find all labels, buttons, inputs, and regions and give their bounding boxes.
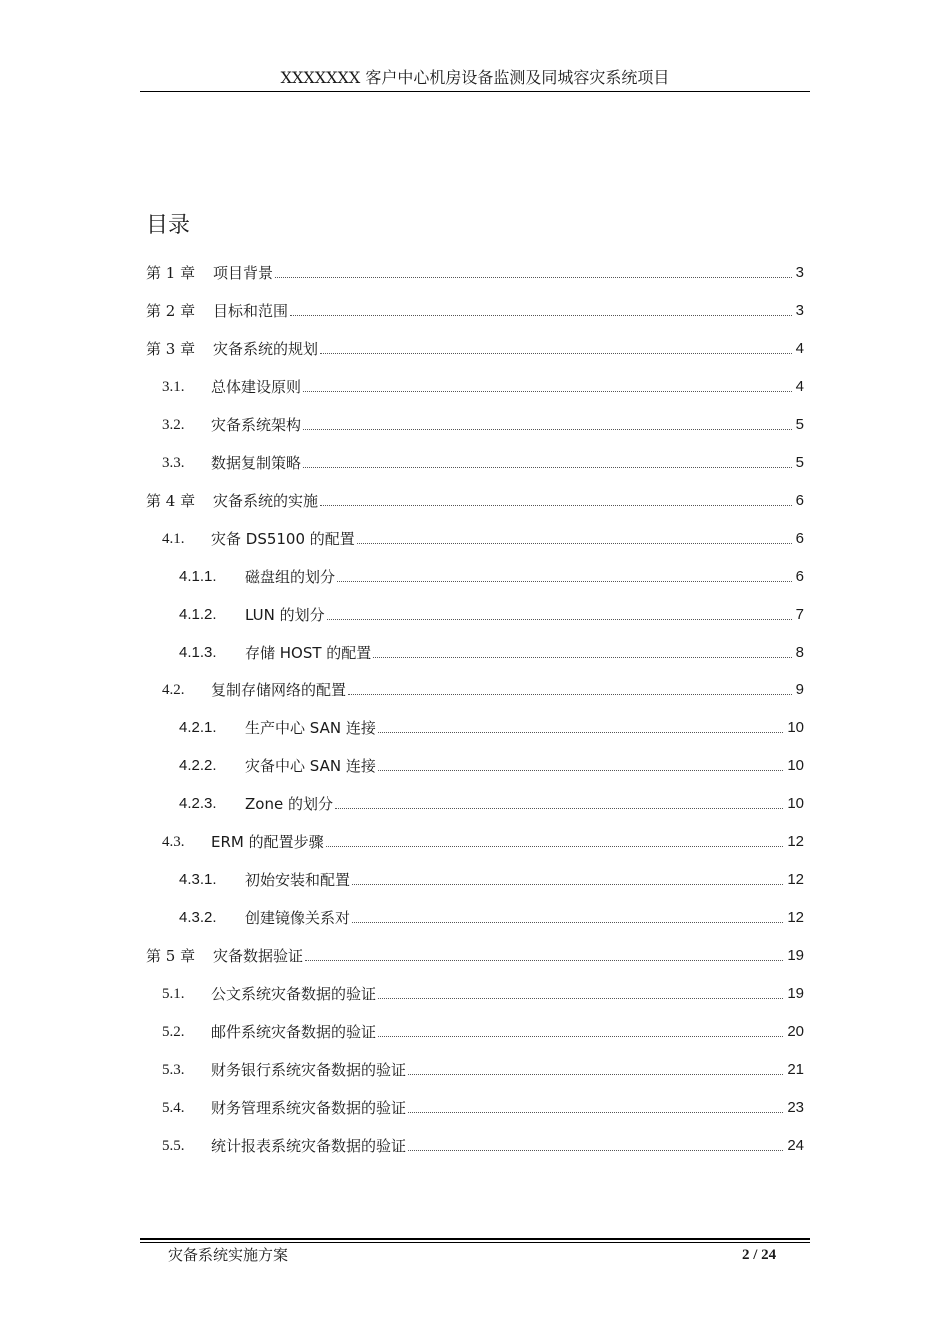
toc-dot-leader xyxy=(378,727,783,733)
toc-entry-label: ERM 的配置步骤 xyxy=(211,833,324,852)
footer-divider-thin xyxy=(140,1242,810,1243)
toc-entry-page: 4 xyxy=(795,377,804,395)
toc-entry[interactable] xyxy=(0,566,950,588)
toc-dot-leader xyxy=(352,879,783,885)
toc-entry[interactable] xyxy=(0,528,950,550)
toc-entry-number: 第 5 章 xyxy=(146,947,196,966)
toc-dot-leader xyxy=(378,993,783,999)
toc-entry[interactable] xyxy=(0,1135,950,1157)
toc-entry-number: 4.3.2. xyxy=(179,909,217,927)
toc-dot-leader xyxy=(327,614,792,620)
toc-entry-number: 4.1. xyxy=(162,530,185,547)
toc-entry-label: 财务管理系统灾备数据的验证 xyxy=(211,1098,407,1117)
toc-entry[interactable] xyxy=(0,679,950,701)
toc-entry-number: 4.1.3. xyxy=(179,643,217,661)
toc-entry-label: LUN 的划分 xyxy=(245,605,325,624)
toc-entry[interactable] xyxy=(0,945,950,967)
toc-entry-page: 6 xyxy=(795,567,804,585)
toc-entry-label: 统计报表系统灾备数据的验证 xyxy=(211,1136,407,1155)
toc-entry[interactable] xyxy=(0,490,950,512)
toc-dot-leader xyxy=(303,386,792,392)
toc-entry-label: 灾备系统的实施 xyxy=(213,491,319,510)
toc-entry-label: 项目背景 xyxy=(213,264,274,282)
toc-entry[interactable] xyxy=(0,1097,950,1119)
toc-entry-page: 12 xyxy=(787,909,804,927)
toc-entry[interactable] xyxy=(0,983,950,1005)
toc-entry-page: 3 xyxy=(795,264,804,281)
toc-entry-label: 总体建设原则 xyxy=(211,377,302,396)
toc-entry-number: 4.3. xyxy=(162,834,185,851)
toc-entry-page: 10 xyxy=(787,795,804,813)
toc-title: 目录 xyxy=(146,213,191,238)
toc-entry[interactable] xyxy=(0,907,950,929)
toc-dot-leader xyxy=(357,538,792,544)
toc-entry-number: 第 3 章 xyxy=(146,339,196,358)
toc-entry-page: 10 xyxy=(787,719,804,737)
toc-dot-leader xyxy=(320,348,792,354)
toc-dot-leader xyxy=(348,689,792,695)
toc-entry-page: 7 xyxy=(795,605,804,623)
toc-entry[interactable] xyxy=(0,793,950,815)
toc-entry-page: 4 xyxy=(795,339,804,357)
toc-entry-label: 磁盘组的划分 xyxy=(245,567,336,586)
toc-entry[interactable] xyxy=(0,1021,950,1043)
toc-dot-leader xyxy=(326,841,783,847)
toc-entry[interactable] xyxy=(0,414,950,436)
toc-dot-leader xyxy=(408,1145,783,1151)
toc-entry-number: 4.2.2. xyxy=(179,757,217,775)
toc-entry-page: 3 xyxy=(795,301,804,319)
toc-dot-leader xyxy=(373,652,792,658)
page-header-title: XXXXXXX 客户中心机房设备监测及同城容灾系统项目 xyxy=(280,68,670,87)
toc-entry-label: 创建镜像关系对 xyxy=(245,909,351,928)
toc-entry[interactable] xyxy=(0,869,950,891)
toc-dot-leader xyxy=(303,462,792,468)
toc-entry-label: 灾备数据验证 xyxy=(213,947,304,966)
toc-entry-number: 4.2. xyxy=(162,682,185,699)
toc-entry[interactable] xyxy=(0,338,950,360)
toc-entry-label: 邮件系统灾备数据的验证 xyxy=(211,1023,377,1041)
toc-entry[interactable] xyxy=(0,262,950,284)
toc-entry-page: 5 xyxy=(795,453,804,471)
toc-entry-label: Zone 的划分 xyxy=(245,795,333,814)
toc-entry[interactable] xyxy=(0,1059,950,1081)
toc-dot-leader xyxy=(378,1031,783,1037)
toc-entry-page: 12 xyxy=(787,833,804,851)
toc-entry-label: 灾备 DS5100 的配置 xyxy=(211,529,355,548)
toc-entry-number: 5.4. xyxy=(162,1099,185,1116)
footer-page-number: 2 / 24 xyxy=(742,1247,777,1263)
toc-entry[interactable] xyxy=(0,376,950,398)
toc-entry-page: 12 xyxy=(787,871,804,889)
toc-dot-leader xyxy=(408,1107,783,1113)
toc-entry-number: 5.1. xyxy=(162,986,185,1003)
toc-entry-number: 3.2. xyxy=(162,416,185,433)
toc-entry-page: 6 xyxy=(795,491,804,509)
toc-entry-page: 6 xyxy=(795,529,804,547)
toc-dot-leader xyxy=(335,803,783,809)
toc-entry-number: 4.1.1. xyxy=(179,567,217,585)
toc-entry-page: 20 xyxy=(787,1023,804,1040)
toc-entry[interactable] xyxy=(0,452,950,474)
toc-entry[interactable] xyxy=(0,642,950,664)
toc-entry-page: 8 xyxy=(795,643,804,661)
toc-dot-leader xyxy=(378,765,783,771)
toc-dot-leader xyxy=(408,1069,783,1075)
toc-entry-number: 4.2.3. xyxy=(179,795,217,813)
toc-dot-leader xyxy=(305,955,783,961)
toc-entry-label: 初始安装和配置 xyxy=(245,871,351,890)
toc-entry-page: 10 xyxy=(787,757,804,775)
toc-entry-label: 复制存储网络的配置 xyxy=(211,681,347,700)
toc-entry-number: 5.3. xyxy=(162,1061,185,1078)
toc-entry-label: 公文系统灾备数据的验证 xyxy=(211,985,377,1004)
header-divider xyxy=(140,91,810,92)
toc-entry-number: 4.3.1. xyxy=(179,871,217,889)
toc-entry-page: 9 xyxy=(795,681,804,699)
toc-entry-label: 生产中心 SAN 连接 xyxy=(245,719,376,738)
toc-dot-leader xyxy=(337,576,792,582)
toc-entry-number: 第 4 章 xyxy=(146,491,196,510)
toc-entry-label: 财务银行系统灾备数据的验证 xyxy=(211,1060,407,1079)
toc-entry-page: 23 xyxy=(787,1098,804,1116)
toc-entry-number: 第 1 章 xyxy=(146,264,196,282)
footer-document-name: 灾备系统实施方案 xyxy=(168,1246,289,1264)
toc-entry-page: 19 xyxy=(787,947,804,965)
toc-entry-label: 目标和范围 xyxy=(213,301,289,320)
toc-entry-page: 24 xyxy=(787,1136,804,1154)
toc-entry-label: 灾备中心 SAN 连接 xyxy=(245,757,376,776)
toc-entry-number: 5.2. xyxy=(162,1024,185,1040)
toc-entry[interactable] xyxy=(0,755,950,777)
toc-entry-label: 存储 HOST 的配置 xyxy=(245,643,372,662)
toc-entry[interactable] xyxy=(0,717,950,739)
toc-entry-number: 3.1. xyxy=(162,378,185,395)
toc-entry-number: 第 2 章 xyxy=(146,301,196,320)
toc-dot-leader xyxy=(290,310,792,316)
toc-entry-label: 数据复制策略 xyxy=(211,453,302,472)
toc-entry[interactable] xyxy=(0,604,950,626)
toc-entry-label: 灾备系统架构 xyxy=(211,415,302,434)
toc-entry[interactable] xyxy=(0,300,950,322)
toc-entry-number: 5.5. xyxy=(162,1137,185,1154)
footer-divider xyxy=(140,1238,810,1240)
toc-dot-leader xyxy=(320,500,792,506)
toc-dot-leader xyxy=(275,272,792,278)
toc-entry-number: 4.2.1. xyxy=(179,719,217,737)
toc-entry-page: 21 xyxy=(787,1060,804,1078)
toc-dot-leader xyxy=(352,917,783,923)
toc-entry-number: 3.3. xyxy=(162,454,185,471)
toc-entry-number: 4.1.2. xyxy=(179,605,217,623)
toc-dot-leader xyxy=(303,424,792,430)
toc-entry-label: 灾备系统的规划 xyxy=(213,339,319,358)
toc-entry[interactable] xyxy=(0,831,950,853)
toc-entry-page: 19 xyxy=(787,985,804,1003)
toc-entry-page: 5 xyxy=(795,415,804,433)
